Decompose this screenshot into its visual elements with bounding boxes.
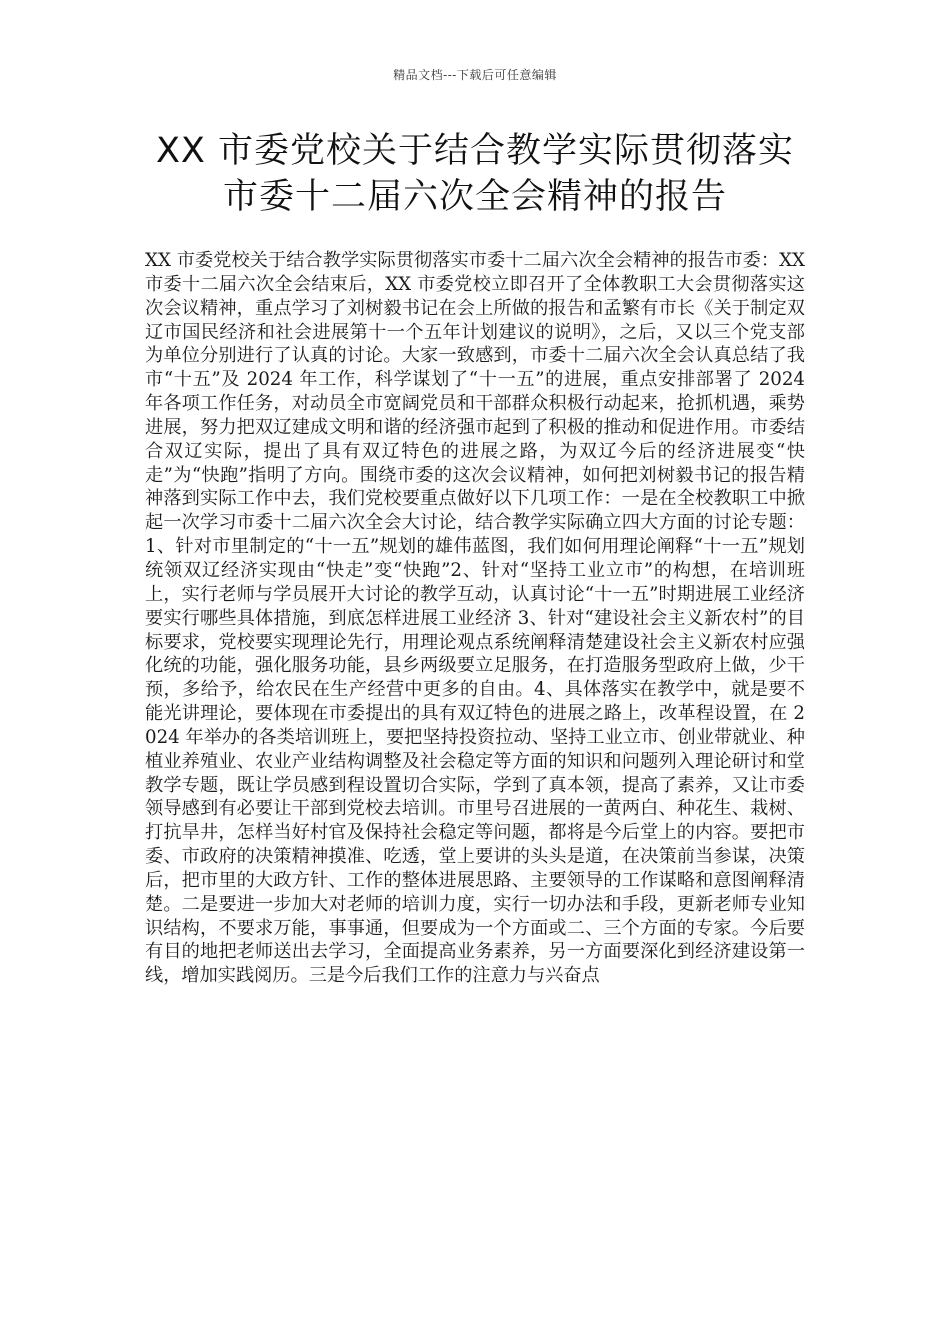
body-paragraph: XX 市委党校关于结合教学实际贯彻落实市委十二届六次全会精神的报告市委：XX 市委十二届六次全会结束后，XX 市委党校立即召开了全体教职工大会贯彻落实这次会议精神，重点学习了刘树毅书记在会上所做的报告和孟繁有市长《关于制定双辽市国民经济和社会进展第十一个五年计划建议的说明》，之后，又以三个党支部为单位分别进行了认真的讨论。大家一致感到，市委十二届六次全会认真总结了我市“十五”及 2024 年工作，科学谋划了“十一五”的进展，重点安排部署了 2024 年各项工作任务，对动员全市宽阔党员和干部群众积极行动起来，抢抓机遇，乘势进展，努力把双辽建成文明和谐的经济强市起到了积极的推动和促进作用。市委结合双辽实际，提出了具有双辽特色的进展之路，为双辽今后的经济进展变“快走”为“快跑”指明了方向。围绕市委的这次会议精神，如何把刘树毅书记的报告精神落到实际工作中去，我们党校要重点做好以下几项工作：一是在全校教职工中掀起一次学习市委十二届六次全会大讨论，结合教学实际确立四大方面的讨论专题：1、针对市里制定的“十一五”规划的雄伟蓝图，我们如何用理论阐释“十一五”规划统领双辽经济实现由“快走”变“快跑”2、针对“坚持工业立市”的构想，在培训班上，实行老师与学员展开大讨论的教学互动，认真讨论“十一五”时期进展工业经济要实行哪些具体措施，到底怎样进展工业经济 3、针对“建设社会主义新农村”的目标要求，党校要实现理论先行，用理论观点系统阐释清楚建设社会主义新农村应强化统的功能，强化服务功能，县乡两级要立足服务，在打造服务型政府上做，少干预，多给予，给农民在生产经营中更多的自由。4、具体落实在教学中，就是要不能光讲理论，要体现在市委提出的具有双辽特色的进展之路上，改革程设置，在 2024 年举办的各类培训班上，要把坚持投资拉动、坚持工业立市、创业带就业、种植业养殖业、农业产业结构调整及社会稳定等方面的知识和问题列入理论研讨和堂教学专题，既让学员感到程设置切合实际，学到了真本领，提高了素养，又让市委领导感到有必要让干部到党校去培训。市里号召进展的一黄两白、种花生、栽树、打抗旱井，怎样当好村官及保持社会稳定等问题，都将是今后堂上的内容。要把市委、市政府的决策精神摸准、吃透，堂上要讲的头头是道，在决策前当参谋，决策后，把市里的大政方针、工作的整体进展思路、主要领导的工作谋略和意图阐释清楚。二是要进一步加大对老师的培训力度，实行一切办法和手段，更新老师专业知识结构，不要求万能，事事通，但要成为一个方面或二、三个方面的专家。今后要有目的地把老师送出去学习，全面提高业务素养，另一方面要深化到经济建设第一线，增加实践阅历。三是今后我们工作的注意力与兴奋点 [145,250,805,987]
title-line-2: 市委十二届六次全会精神的报告 [222,177,727,217]
title-line-1: XX 市委党校关于结合教学实际贯彻落实 [155,131,795,171]
document-title [100,128,850,220]
header-note: 精品文档---下载后可任意编辑 [393,68,557,82]
